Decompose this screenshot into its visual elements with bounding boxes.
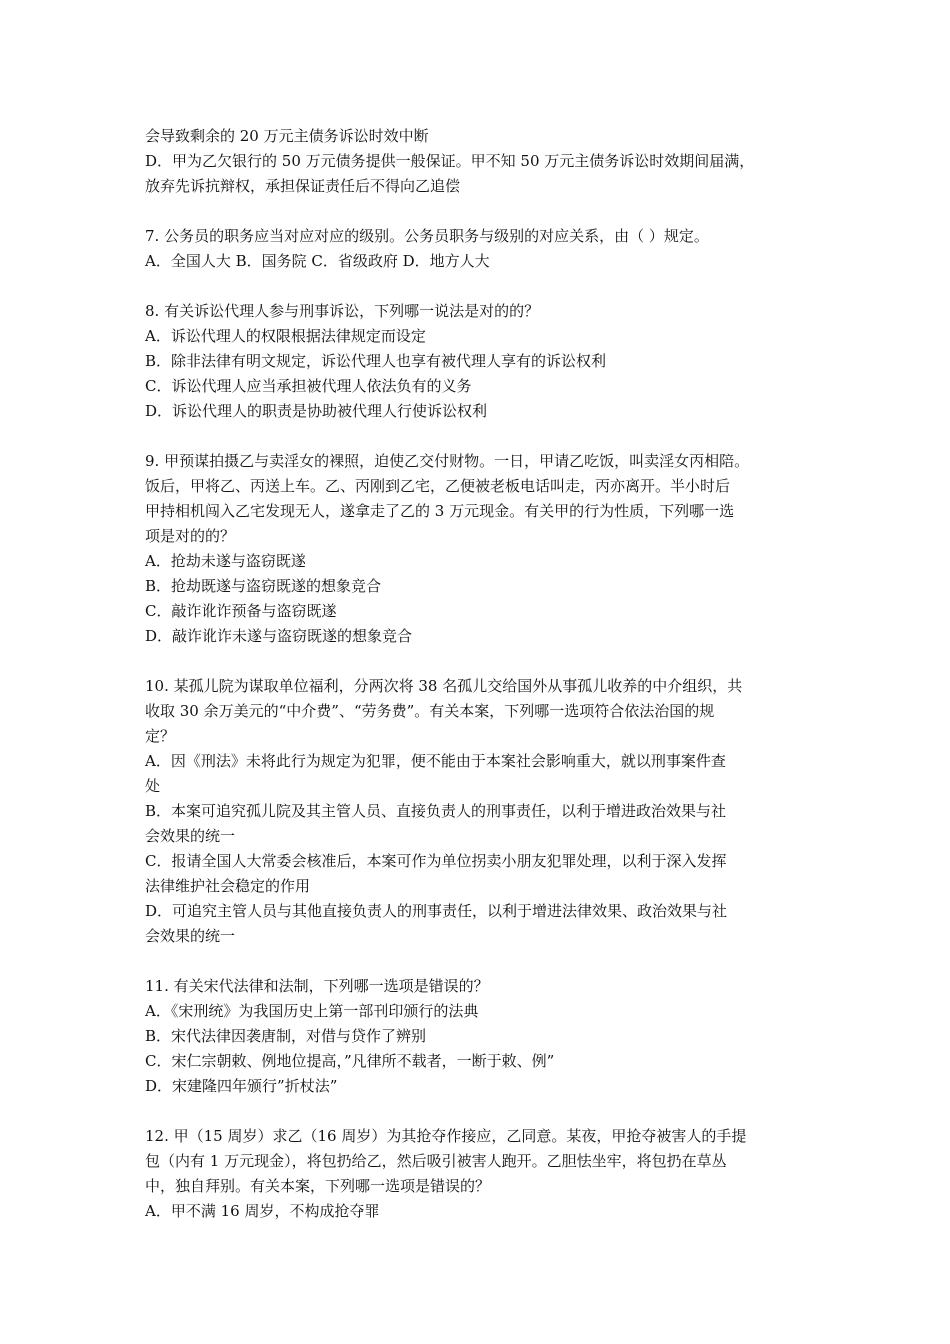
question-stem: 10. 某孤儿院为谋取单位福利，分两次将 38 名孤儿交给国外从事孤儿收养的中介组织，共 — [145, 677, 743, 695]
question-stem: 8. 有关诉讼代理人参与刑事诉讼，下列哪一说法是对的的？ — [145, 302, 540, 320]
question-stem: 项是对的的？ — [145, 527, 236, 545]
option-c: C．报请全国人大常委会核准后，本案可作为单位拐卖小朋友犯罪处理，以利于深入发挥 — [145, 852, 727, 870]
option-d: D．诉讼代理人的职责是协助被代理人行使诉讼权利 — [145, 402, 488, 420]
option-a: A．因《刑法》未将此行为规定为犯罪，便不能由于本案社会影响重大，就以刑事案件查 — [145, 752, 726, 770]
question-10 — [145, 674, 813, 949]
option-a: A．《宋刑统》为我国历史上第一部刊印颁行的法典 — [145, 1002, 479, 1020]
question-stem: 收取 30 余万美元的“中介费”、“劳务费”。有关本案，下列哪一选项符合依法治国的规 — [145, 702, 715, 720]
question-stem: 9. 甲预谋拍摄乙与卖淫女的裸照，迫使乙交付财物。一日，甲请乙吃饭，叫卖淫女丙相陪。 — [145, 452, 750, 470]
option-c: C．诉讼代理人应当承担被代理人依法负有的义务 — [145, 377, 472, 395]
option-b: B．除非法律有明文规定，诉讼代理人也享有被代理人享有的诉讼权利 — [145, 352, 607, 370]
option-b: B．抢劫既遂与盗窃既遂的想象竞合 — [145, 577, 382, 595]
option-a: A．诉讼代理人的权限根据法律规定而设定 — [145, 327, 426, 345]
option-d: D．可追究主管人员与其他直接负责人的刑事责任，以利于增进法律效果、政治效果与社 — [145, 902, 728, 920]
paragraph-gap — [145, 649, 813, 674]
paragraph-gap — [145, 424, 813, 449]
option-b: 会效果的统一 — [145, 827, 236, 845]
option-a: A．抢劫未遂与盗窃既遂 — [145, 552, 306, 570]
question-11 — [145, 974, 813, 1099]
option-c: 法律维护社会稳定的作用 — [145, 877, 311, 895]
option-d: D．甲为乙欠银行的 50 万元债务提供一般保证。甲不知 50 万元主债务诉讼时效期间届满， — [145, 152, 755, 170]
option-d: 会效果的统一 — [145, 927, 236, 945]
question-stem: 中，独自拜别。有关本案，下列哪一选项是错误的？ — [145, 1177, 491, 1195]
question-12 — [145, 1124, 813, 1224]
question-8 — [145, 299, 813, 424]
question-stem: 11. 有关宋代法律和法制，下列哪一选项是错误的？ — [145, 977, 489, 995]
question-9 — [145, 449, 813, 649]
intro-continuation — [145, 124, 813, 199]
paragraph-gap — [145, 199, 813, 224]
option-b: B．宋代法律因袭唐制，对借与贷作了辨别 — [145, 1027, 427, 1045]
question-stem: 甲持相机闯入乙宅发现无人，遂拿走了乙的 3 万元现金。有关甲的行为性质，下列哪一选 — [145, 502, 735, 520]
question-stem: 12. 甲（15 周岁）求乙（16 周岁）为其抢夺作接应，乙同意。某夜，甲抢夺被害人的手提 — [145, 1127, 747, 1145]
option-c: C．敲诈讹诈预备与盗窃既遂 — [145, 602, 337, 620]
option-a: A．甲不满 16 周岁，不构成抢夺罪 — [145, 1202, 380, 1220]
option-d: D．宋建隆四年颁行”折杖法” — [145, 1077, 338, 1095]
text-line: 放弃先诉抗辩权，承担保证责任后不得向乙追偿 — [145, 177, 461, 195]
option-a: 处 — [145, 777, 161, 795]
question-stem: 7. 公务员的职务应当对应对应的级别。公务员职务与级别的对应关系，由（ ）规定。 — [145, 227, 709, 245]
text-line: 会导致剩余的 20 万元主债务诉讼时效中断 — [145, 127, 429, 145]
option-b: B．本案可追究孤儿院及其主管人员、直接负责人的刑事责任，以利于增进政治效果与社 — [145, 802, 727, 820]
document-body — [145, 124, 813, 1224]
question-stem: 包（内有 1 万元现金），将包扔给乙，然后吸引被害人跑开。乙胆怯坐牢，将包扔在草丛 — [145, 1152, 727, 1170]
option-c: C．宋仁宗朝敕、例地位提高，”凡律所不载者，一断于敕、例” — [145, 1052, 555, 1070]
paragraph-gap — [145, 1099, 813, 1124]
paragraph-gap — [145, 949, 813, 974]
question-stem: 饭后，甲将乙、丙送上车。乙、丙刚到乙宅，乙便被老板电话叫走，丙亦离开。半小时后 — [145, 477, 731, 495]
paragraph-gap — [145, 274, 813, 299]
question-options: A．全国人大 B．国务院 C．省级政府 D．地方人大 — [145, 252, 490, 270]
option-d: D．敲诈讹诈未遂与盗窃既遂的想象竞合 — [145, 627, 413, 645]
question-stem: 定？ — [145, 727, 176, 745]
question-7 — [145, 224, 813, 274]
